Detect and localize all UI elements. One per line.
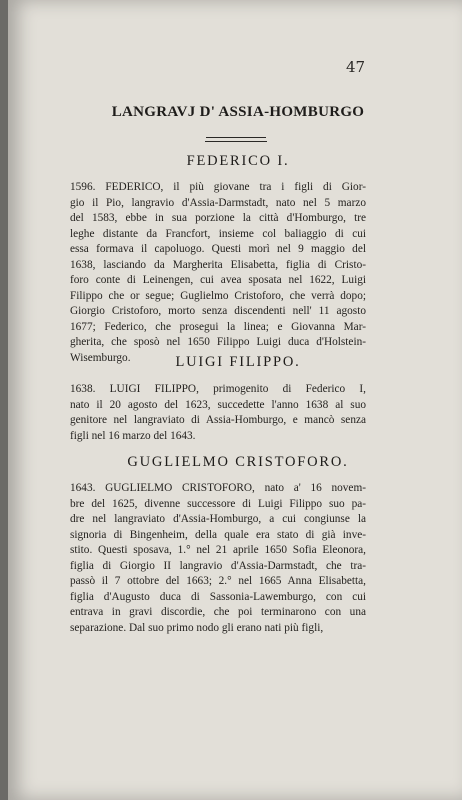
text-line: figlia di Giorgio II langravio d'Assia-Darmstadt, che tra- xyxy=(70,559,366,572)
text-line: gherita, che sposò nel 1650 Filippo Luigi duca d'Holstein- xyxy=(70,336,366,348)
section-body-luigi-filippo xyxy=(70,382,366,444)
section-body-federico xyxy=(70,180,366,366)
text-line: nato il 20 agosto del 1623, succedette l'anno 1638 al suo xyxy=(70,398,366,411)
text-line: passò il 7 ottobre del 1663; 2.° nel 1665 Anna Elisabetta, xyxy=(70,575,366,587)
title-rule-thin xyxy=(206,137,266,138)
text-line: genitore nel langraviato di Assia-Homburgo, e mancò senza xyxy=(70,414,366,426)
text-line: foro conte di Leinengen, cui avea sposata nel 1622, Luigi xyxy=(70,274,366,286)
section-heading-luigi-filippo: LUIGI FILIPPO. xyxy=(175,354,301,370)
text-line: Giorgio Cristoforo, morto senza discendenti nell' 11 agosto xyxy=(70,305,366,317)
text-line: separazione. Dal suo primo nodo gli erano nati più figli, xyxy=(70,621,324,634)
text-line: figli nel 16 marzo del 1643. xyxy=(70,429,196,442)
text-line: entrava in gravi discordie, che poi terminarono con una xyxy=(70,606,366,618)
text-line: 1638, lasciando da Margherita Elisabetta, figlia di Cristo- xyxy=(70,258,366,271)
text-line: del 1583, ebbe in sua porzione la città d'Homburgo, tre xyxy=(70,212,366,224)
text-line: gio il Pio, langravio d'Assia-Darmstadt, nato nel 5 marzo xyxy=(70,196,366,209)
text-line: bre del 1625, divenne successore di Luigi Filippo suo pa- xyxy=(70,497,366,510)
text-line: 1643. GUGLIELMO CRISTOFORO, nato a' 16 novem- xyxy=(70,482,366,494)
text-line: signoria di Bingenheim, della quale era stato di già inve- xyxy=(70,528,366,541)
text-line: figlia d'Augusto duca di Sassonia-Lawemburgo, con cui xyxy=(70,590,366,603)
section-heading-guglielmo-cristoforo: GUGLIELMO CRISTOFORO. xyxy=(127,454,349,470)
section-body-guglielmo-cristoforo xyxy=(70,481,366,636)
text-line: stito. Questi sposava, 1.° nel 21 aprile 1650 Sofia Eleonora, xyxy=(70,544,366,556)
page-number: 47 xyxy=(346,58,366,76)
text-line: dre nel langraviato d'Assia-Homburgo, a cui congiunse la xyxy=(70,513,366,525)
text-line: 1677; Federico, che prosegui la linea; e Giovanna Mar- xyxy=(70,320,366,333)
section-heading-federico: FEDERICO I. xyxy=(186,153,290,169)
text-line: essa formava il capoluogo. Questi morì nel 9 maggio del xyxy=(70,243,366,255)
text-line: 1638. LUIGI FILIPPO, primogenito di Federico I, xyxy=(70,383,366,395)
text-line: leghe distante da Francfort, insieme col baliaggio di cui xyxy=(70,227,366,240)
text-line: 1596. FEDERICO, il più giovane tra i figli di Gior- xyxy=(70,181,366,193)
book-page xyxy=(8,0,462,800)
page-title: LANGRAVJ D' ASSIA-HOMBURGO xyxy=(111,104,365,120)
text-line: Wisemburgo. xyxy=(70,351,131,364)
title-rule-thick xyxy=(205,141,267,142)
text-line: Filippo che or segue; Guglielmo Cristoforo, che verrà dopo; xyxy=(70,289,366,302)
